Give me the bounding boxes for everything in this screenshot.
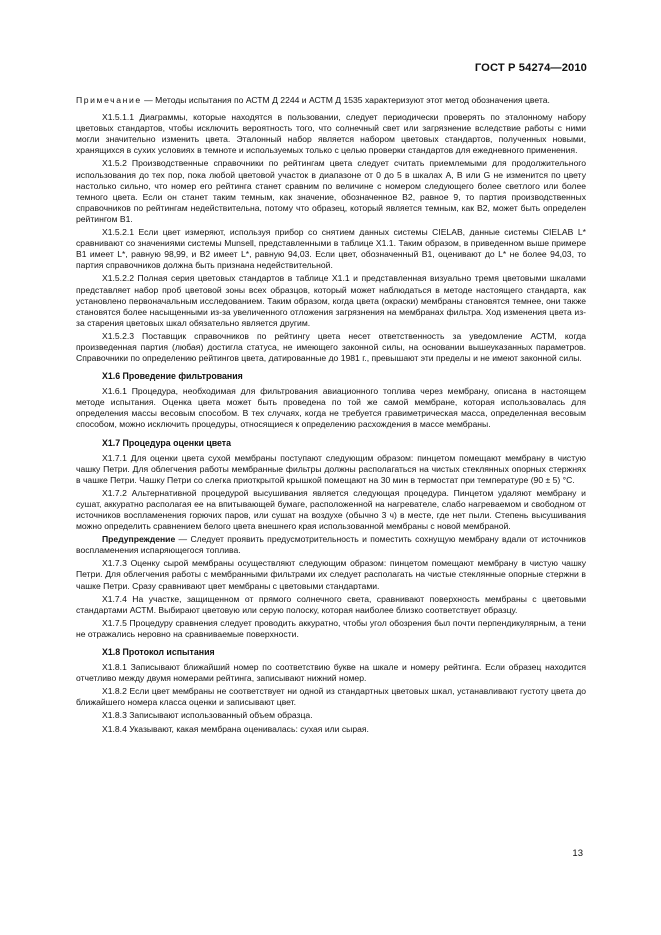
page-number: 13 [572,848,583,859]
paragraph-x1-7-4: X1.7.4 На участке, защищенном от прямого солнечного света, сравнивают поверхность мембраны с цветовыми стандартами АСТМ. Выбирают цветовую или серую полоску, которая наиболее близко соответствует образцу. [76,593,586,615]
note-label: Примечание [76,95,142,105]
paragraph-x1-6-1: X1.6.1 Процедура, необходимая для фильтрования авиационного топлива через мембрану, описана в настоящем методе испытания. Оценка цвета может быть проведена по той же самой мембране, которая использовалась для определения массы весовым способом. В тех случаях, когда не требуется гравиметрическая масса, определенная весовым способом, можно исключить процедуры, относящиеся к определению расхождения в массе мембраны. [76,386,586,430]
paragraph-x1-8-1: X1.8.1 Записывают ближайший номер по соответствию букве на шкале и номеру рейтинга. Если образец находится отчетливо между двумя номерами рейтинга, записывают нижний номер. [76,662,586,684]
paragraph-x1-8-2: X1.8.2 Если цвет мембраны не соответствует ни одной из стандартных цветовых шкал, устанавливают густоту цвета до ближайшего номера класса оценки и записывают цвет. [76,686,586,708]
paragraph-x1-5-2-1: X1.5.2.1 Если цвет измеряют, используя прибор со снятием данных системы CIELAB, данные системы CIELAB L* сравнивают со значениями системы Munsell, представленными в таблице X1.1. Таким образом, в приведенном выше примере В1 имеет L*, равную 98,99, и В2 имеет L*, равную 94,03. Если цвет, обозначенный В1, оценивают до L* не более 94,03, то партия справочников должна быть признана недействительной. [76,227,586,271]
section-heading-x1-7: X1.7 Процедура оценки цвета [102,437,232,448]
paragraph-x1-7-5: X1.7.5 Процедуру сравнения следует проводить аккуратно, чтобы угол обозрения был почти перпендикулярным, а тени не отражались неровно на сравниваемые поверхности. [76,617,586,639]
paragraph-x1-7-3: X1.7.3 Оценку сырой мембраны осуществляют следующим образом: пинцетом помещают мембрану в чистую чашку Петри. Для облегчения работы с мембранными фильтрами их следует располагать на чистые стеклянные опорные стержни в чашке Петри. Сразу сравнивают цвет мембраны с цветовыми стандартами. [76,558,586,591]
note-paragraph [76,95,586,106]
section-heading-x1-6: X1.6 Проведение фильтрования [102,371,243,382]
paragraph-x1-8-3: X1.8.3 Записывают использованный объем образца. [102,710,313,721]
section-heading-x1-8: X1.8 Протокол испытания [102,647,215,658]
paragraph-x1-7-2: X1.7.2 Альтернативной процедурой высушивания является следующая процедура. Пинцетом удаляют мембрану и сушат, аккуратно располагая ее на впитывающей бумаге, расположенной на нагревателе, слабо нагреваемом и свободном от источников воспламенения горючих паров, или сушат на воздухе (обычно 3 ч) в месте, где нет пыли. Степень высушивания можно определить сравнением белого цвета внешнего края использованной мембраны с новой мембраной. [76,487,586,532]
paragraph-x1-5-2: X1.5.2 Производственные справочники по рейтингам цвета следует считать приемлемыми для продолжительного использования до тех пор, пока любой цветовой участок в диапазоне от 0 до 5 в шкалах А, В или G не изменится по цвету настолько сильно, что номер его рейтинга станет сравним по величине с номером следующего более светлого или более темного цвета. Если он станет таким темным, как значение, обозначенное В2, равное 9, то партия производственных справочников по рейтингам недействительна, потому что образец, который является темным, как В2, может быть определен рейтингом В1. [76,158,586,224]
document-standard-number: ГОСТ Р 54274—2010 [474,62,587,74]
paragraph-x1-8-4: X1.8.4 Указывают, какая мембрана оценивалась: сухая или сырая. [102,723,369,734]
page-content [76,95,586,737]
paragraph-x1-5-1-1: X1.5.1.1 Диаграммы, которые находятся в пользовании, следует периодически проверять по эталонному набору цветовых стандартов, чтобы исключить вероятность того, что солнечный свет или загрязнение вследствие работы с ними могли значительно изменить цвета. Эталонный набор является набором цветовых стандартов, полученных новыми, хранящихся в сухих условиях в темноте и используемых только с целью проверки стандартов для ежедневного применения. [76,112,586,156]
warning-label: Предупреждение [102,534,176,545]
paragraph-x1-7-1: X1.7.1 Для оценки цвета сухой мембраны поступают следующим образом: пинцетом помещают мембрану в чистую чашку Петри. Для облегчения работы мембранные фильтры должны располагаться на чистых стеклянных опорных стержнях в чашке Петри. Чашку Петри со слегка приоткрытой крышкой помещают на 30 мин в термостат при температуре (90 ± 5) °С. [76,452,586,485]
paragraph-x1-5-2-2: X1.5.2.2 Полная серия цветовых стандартов в таблице X1.1 и представленная визуально тремя цветовыми шкалами представляет набор проб цветовой зоны всех образцов, который может наблюдаться в методе настоящего стандарта, как установлено первоначальным исследованием. Таким образом, когда цвета (окраски) мембраны становятся темнее, они также становятся более насыщенными из-за увеличенного отложения загрязнения на мембранах фильтра. Ход изменения цвета из-за старения цветовых шкал обязательно является другим. [76,273,586,328]
note-text: — Методы испытания по АСТМ Д 2244 и АСТМ Д 1535 характеризуют этот метод обозначения цвета. [141,95,550,105]
warning-text: — Следует проявить предусмотрительность и поместить сохнущую мембрану вдали от источников воспламенения испаряющегося топлива. [76,534,586,556]
paragraph-x1-5-2-3: X1.5.2.3 Поставщик справочников по рейтингу цвета несет ответственность за уведомление АСТМ, когда произведенная партия (любая) достигла статуса, не имеющего законной силы, на основании вышеуказанных параметров. Справочники по определению рейтингов цвета, датированные до 1981 г., превышают эти пределы и не имеют законной силы. [76,330,586,364]
warning-paragraph [76,534,586,556]
